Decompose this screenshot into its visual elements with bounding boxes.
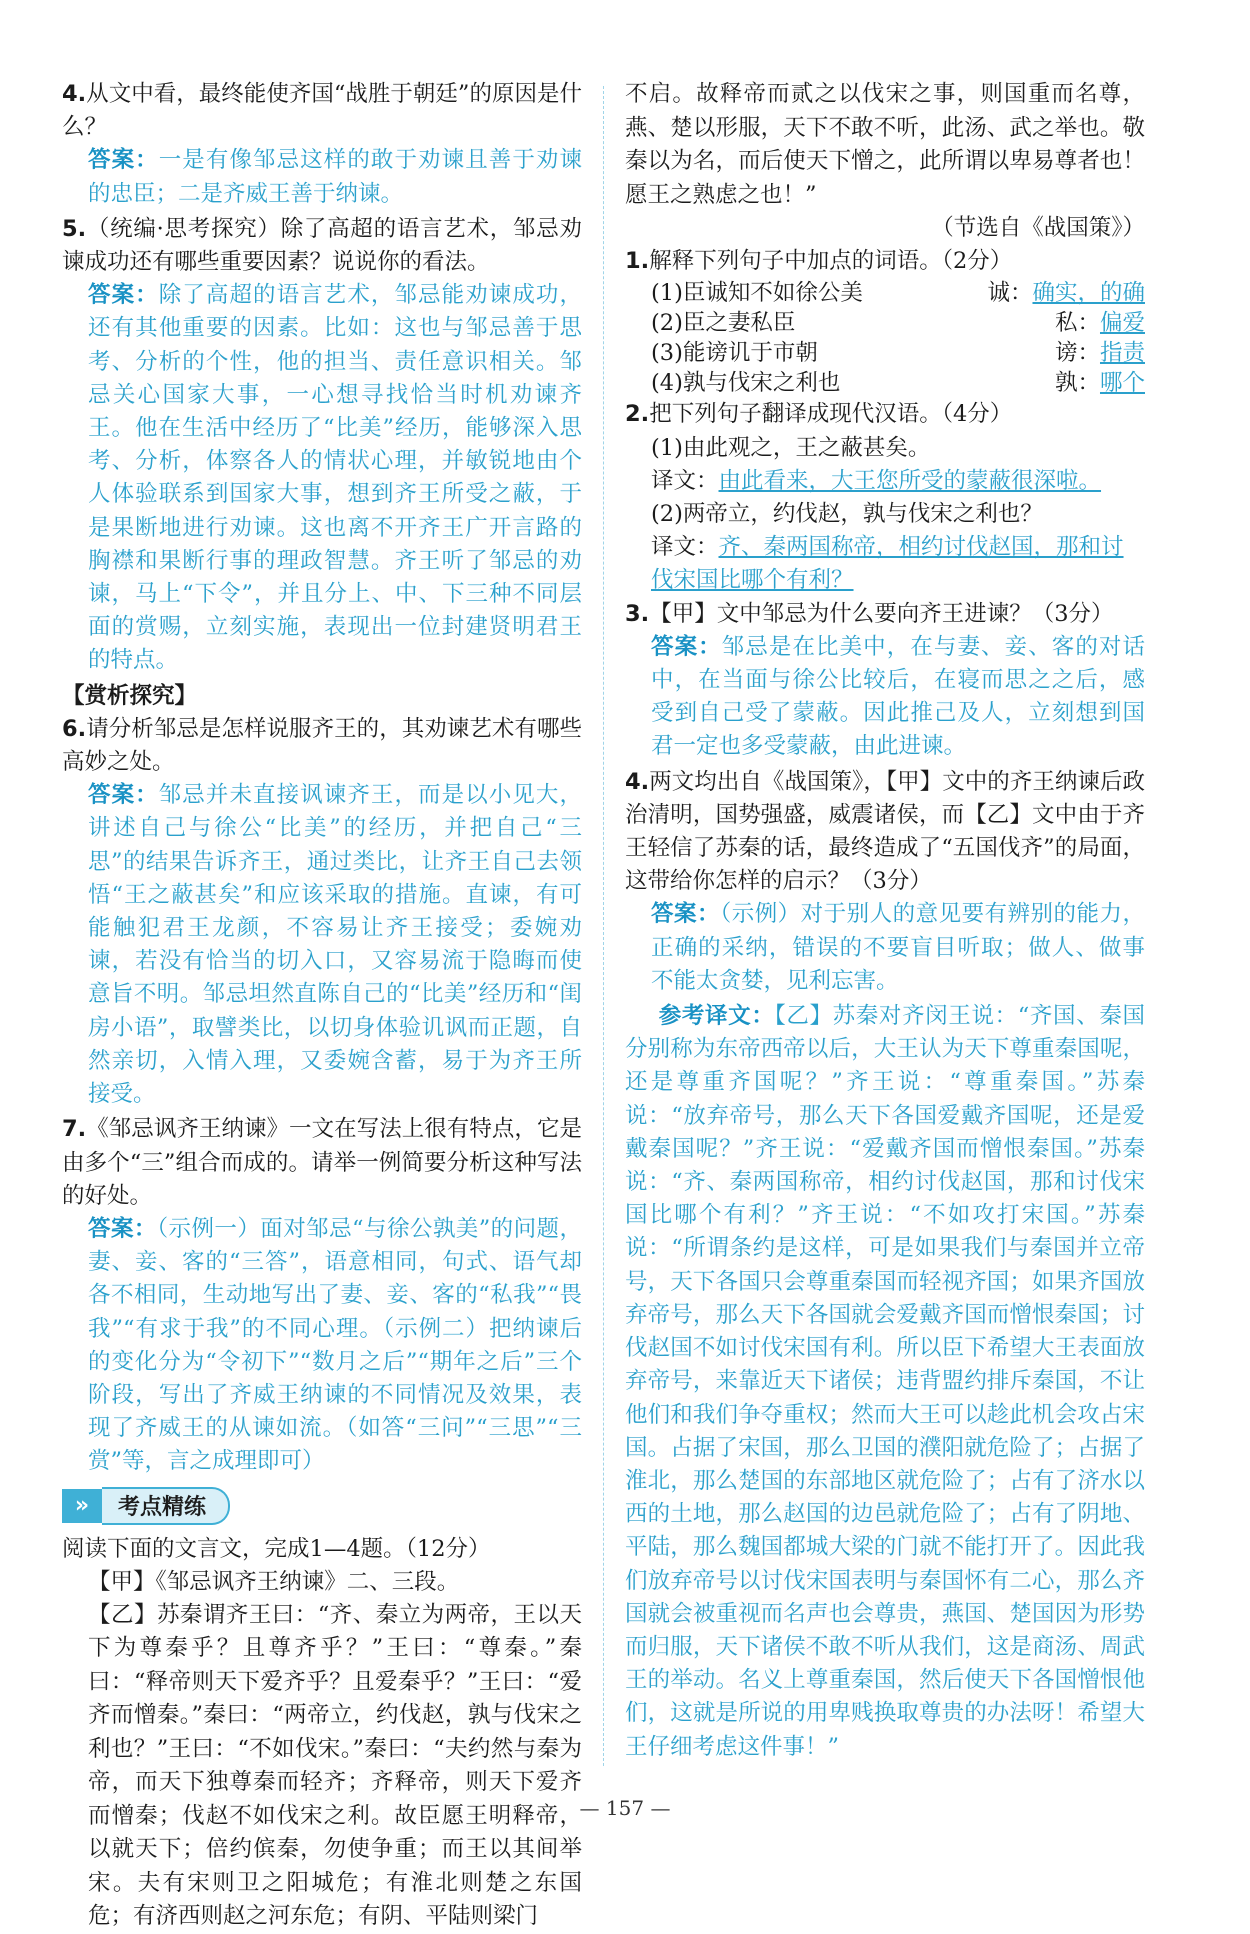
text-jia: 【甲】《邹忌讽齐王纳谏》二、三段。 (88, 1568, 460, 1595)
practice-question-4: 4.两文均出自《战国策》，【甲】文中的齐王纳谏后政治清明，国势强盛，威震诸侯，而【乙】文中由于齐王轻信了苏秦的话，最终造成了“五国伐齐”的局面，这带给你怎样的启示？（3分） (625, 768, 1145, 895)
question-7: 7.《邹忌讽齐王纳谏》一文在写法上很有特点，它是由多个“三”组合而成的。请举一例简要分析这种写法的好处。 (62, 1116, 582, 1209)
practice-question-1: 1.解释下列句子中加点的词语。（2分） (625, 248, 1013, 275)
page-number: — 157 — (579, 1796, 671, 1820)
text-yi-continued: 不启。故释帝而贰之以伐宋之事，则国重而名尊，燕、楚以形服，天下不敢不听，此汤、武之举也。敬秦以为名，而后使天下憎之，此所谓以卑易尊者也！愿王之熟虑之也！” (625, 81, 1145, 208)
reading-intro: 阅读下面的文言文，完成1—4题。（12分） (62, 1535, 491, 1562)
answer-7: 答案：（示例一）面对邹忌“与徐公孰美”的问题，妻、妾、客的“三答”，语意相同，句式、语气却各不相同，生动地写出了妻、妾、客的“私我”“畏我”“有求于我”的不同心理。（示例二）把纳谏后的变化分为“令初下”“数月之后”“期年之后”三个阶段，写出了齐威王纳谏的不同情况及效果，表现了齐威王的从谏如流。（如答“三问”“三思”“三赏”等，言之成理即可） (88, 1215, 582, 1475)
banner-title: 考点精练 (102, 1487, 230, 1525)
question-6: 6.请分析邹忌是怎样说服齐王的，其劝谏艺术有哪些高妙之处。 (62, 715, 582, 776)
answer-6: 答案：邹忌并未直接讽谏齐王，而是以小见大，讲述自己与徐公“比美”的经历，并把自己“三思”的结果告诉齐王，通过类比，让齐王自己去领悟“王之蔽甚矣”和应该采取的措施。直谏，有可能触犯君王龙颜，不容易让齐王接受；委婉劝谏，若没有恰当的切入口，又容易流于隐晦而使意旨不明。邹忌坦然直陈自己的“比美”经历和“闺房小语”，取譬类比，以切身体验讥讽而正题，自然亲切，入情入理，又委婉含蓄，易于为齐王所接受。 (88, 782, 582, 1108)
left-column (62, 78, 582, 1934)
practice-banner (62, 1487, 582, 1525)
translation-1: 译文：由此看来，大王您所受的蒙蔽很深啦。 (651, 467, 1102, 494)
column-divider (603, 86, 604, 1766)
translation-2: 译文：齐、秦两国称帝，相约讨伐赵国，那和讨伐宋国比哪个有利？ (651, 534, 1124, 594)
question-4: 4.从文中看，最终能使齐国“战胜于朝廷”的原因是什么？ (62, 81, 582, 141)
answer-4: 答案：一是有像邹忌这样的敢于劝谏且善于劝谏的忠臣；二是齐威王善于纳谏。 (88, 147, 582, 207)
answer-5: 答案：除了高超的语言艺术，邹忌能劝谏成功，还有其他重要的因素。比如：这也与邹忌善于思考、分析的个性，他的担当、责任意识相关。邹忌关心国家大事，一心想寻找恰当时机劝谏齐王。他在生活中经历了“比美”经历，能够深入思考、分析，体察各人的情状心理，并敏锐地由个人体验联系到国家大事，想到齐王所受之蔽，于是果断地进行劝谏。这也离不开齐王广开言路的胸襟和果断行事的理政智慧。齐王听了邹忌的劝谏，马上“下令”，并且分上、中、下三种不同层面的赏赐，立刻实施，表现出一位封建贤明君王的特点。 (88, 282, 582, 674)
reference-translation: 参考译文：【乙】苏秦对齐闵王说：“齐国、秦国分别称为东帝西帝以后，大王认为天下尊重秦国呢，还是尊重齐国呢？”齐王说：“尊重秦国。”苏秦说：“放弃帝号，那么天下各国爱戴齐国呢，还是爱戴秦国呢？”齐王说：“爱戴齐国而憎恨秦国。”苏秦说：“齐、秦两国称帝，相约讨伐赵国，那和讨伐宋国比哪个有利？”齐王说：“不如攻打宋国。”苏秦说：“所谓条约是这样，可是如果我们与秦国并立帝号，天下各国只会尊重秦国而轻视齐国；如果齐国放弃帝号，那么天下各国就会爱戴齐国而憎恨秦国；讨伐赵国不如讨伐宋国有利。所以臣下希望大王表面放弃帝号，来靠近天下诸侯；违背盟约排斥秦国，不让他们和我们争夺重权；然而大王可以趁此机会攻占宋国。占据了宋国，那么卫国的濮阳就危险了；占据了淮北，那么楚国的东部地区就危险了；占有了济水以西的土地，那么赵国的边邑就危险了；占有了阴地、平陆，那么魏国都城大梁的门就不能打开了。因此我们放弃帝号以讨伐宋国表明与秦国怀有二心，那么齐国就会被重视而名声也会尊贵，燕国、楚国因为形势而归服，天下诸侯不敢不听从我们，这是商汤、周武王的举动。名义上尊重秦国，然后使天下各国憎恨他们，这就是所说的用卑贱换取尊贵的办法呀！希望大王仔细考虑这件事！” (625, 1003, 1145, 1760)
section-heading: 【赏析探究】 (62, 682, 198, 709)
chevron-icon: » (62, 1489, 102, 1523)
practice-question-2: 2.把下列句子翻译成现代汉语。（4分） (625, 401, 1013, 428)
word-item: (1)臣诚知不如徐公美 诚：确实，的确 (651, 280, 1145, 307)
question-4-text: 从文中看，最终能使齐国“战胜于朝廷”的原因是什么？ (62, 81, 582, 141)
word-item: (3)能谤讥于市朝 谤：指责 (651, 340, 1145, 367)
question-5: 5.（统编·思考探究）除了高超的语言艺术，邹忌劝谏成功还有哪些重要因素？说说你的看法。 (62, 215, 582, 276)
practice-question-3: 3.【甲】文中邹忌为什么要向齐王进谏？（3分） (625, 600, 1114, 627)
text-yi: 【乙】苏秦谓齐王曰：“齐、秦立为两帝，王以天下为尊秦乎？且尊齐乎？”王曰：“尊秦。”秦曰：“释帝则天下爱齐乎？且爱秦乎？”王曰：“爱齐而憎秦。”秦曰：“两帝立，约伐赵，孰与伐宋之利也？”王曰：“不如伐宋。”秦曰：“夫约然与秦为帝，而天下独尊秦而轻齐；齐释帝，则天下爱齐而憎秦；伐赵不如伐宋之利。故臣愿王明释帝，以就天下；倍约傧秦，勿使争重；而王以其间举宋。夫有宋则卫之阳城危；有淮北则楚之东国危；有济西则赵之河东危；有阴、平陆则梁门 (88, 1601, 582, 1930)
practice-answer-4: 答案：（示例）对于别人的意见要有辨别的能力，正确的采纳，错误的不要盲目听取；做人、做事不能太贪婪，见利忘害。 (651, 901, 1145, 994)
right-column (625, 78, 1145, 1764)
practice-answer-3: 答案：邹忌是在比美中，在与妻、妾、客的对话中，在当面与徐公比较后，在寝而思之之后，感受到自己受了蒙蔽。因此推己及人，立刻想到国君一定也多受蒙蔽，由此进谏。 (651, 633, 1145, 760)
source-note: （节选自《战国策》） (931, 215, 1145, 241)
word-item: (4)孰与伐宋之利也 孰：哪个 (651, 370, 1145, 397)
word-item: (2)臣之妻私臣 私：偏爱 (651, 310, 1145, 337)
sentence-2: (2)两帝立，约伐赵，孰与伐宋之利也？ (651, 501, 1043, 528)
sentence-1: (1)由此观之，王之蔽甚矣。 (651, 434, 931, 461)
